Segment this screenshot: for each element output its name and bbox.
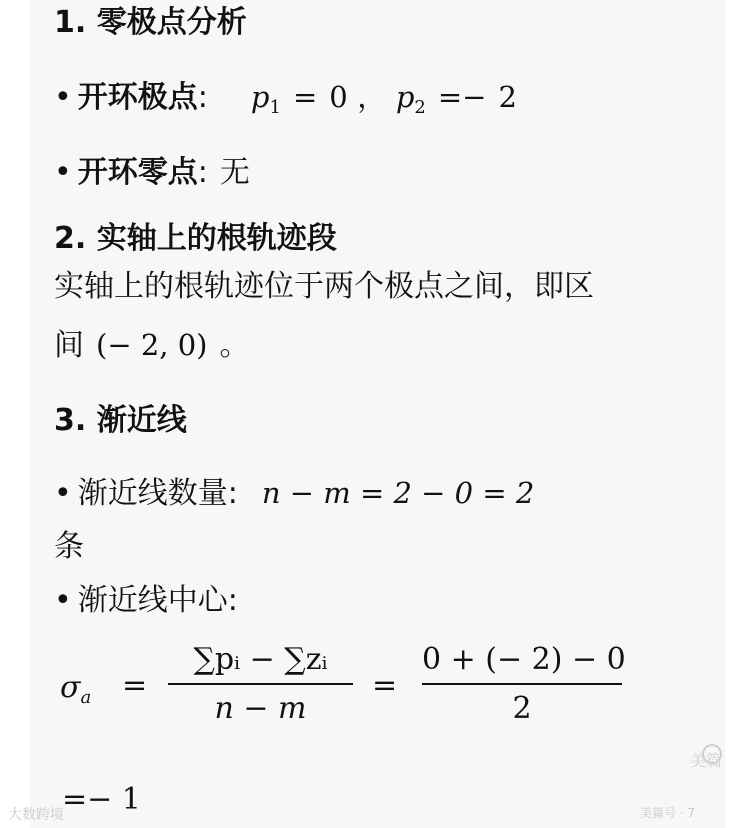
fraction-general xyxy=(168,640,353,729)
interval-suffix: 。 xyxy=(219,328,250,363)
pole-2-expression: $p_2 =- 2$ xyxy=(395,80,517,118)
watermark-bottom-right: 美篇号 · 7 xyxy=(640,806,696,820)
bullet-icon: • xyxy=(54,583,72,618)
interval-expression: (− 2, 0) xyxy=(96,328,208,362)
pole-separator: ， xyxy=(357,80,387,114)
asymptote-count-line xyxy=(54,476,534,511)
fraction-bar xyxy=(168,683,353,685)
asymptote-count-colon: : xyxy=(227,476,238,511)
fraction-substituted-numerator: 0 + (− 2) − 0 xyxy=(422,642,626,677)
section-1-heading: 1. 零极点分析 xyxy=(54,5,247,40)
interval-prefix: 间 xyxy=(54,328,84,363)
asymptote-count-expression: n − m = 2 − 0 = 2 xyxy=(261,476,535,510)
poles-label: 开环极点 xyxy=(77,80,198,115)
pole-1-expression: $p_1 = 0$ xyxy=(250,80,348,118)
bullet-icon: • xyxy=(54,80,72,115)
section-2-line-1: 实轴上的根轨迹位于两个极点之间，即区 xyxy=(54,269,594,304)
asymptote-center-label: 渐近线中心 xyxy=(77,583,228,618)
asymptote-count-unit: 条 xyxy=(54,529,84,564)
fraction-general-denominator: n − m xyxy=(214,691,307,726)
bullet-icon: • xyxy=(54,476,72,511)
zeros-value: 无 xyxy=(219,155,250,190)
fraction-substituted-denominator: 2 xyxy=(512,691,532,726)
fraction-bar xyxy=(422,683,622,685)
asymptote-center-formula xyxy=(60,640,660,730)
section-3-heading: 3. 渐近线 xyxy=(54,403,187,438)
equals-sign: = xyxy=(122,668,148,703)
section-2-heading: 2. 实轴上的根轨迹段 xyxy=(54,221,337,256)
section-2-line-2 xyxy=(54,328,249,363)
open-loop-zeros-line xyxy=(54,156,250,190)
open-loop-poles-line xyxy=(54,80,517,125)
watermark-bottom-left: 大数跨境 xyxy=(8,807,64,823)
asymptote-center-colon: : xyxy=(227,583,238,618)
zeros-colon: : xyxy=(197,155,208,190)
sigma-symbol: $\sigma_a$ xyxy=(60,670,92,708)
poles-colon: : xyxy=(197,80,208,115)
asymptote-center-line xyxy=(54,584,238,618)
zeros-label: 开环零点 xyxy=(77,155,198,190)
asymptote-center-result: =− 1 xyxy=(62,782,141,817)
fraction-general-numerator: ∑pᵢ − ∑zᵢ xyxy=(193,642,328,677)
watermark-brand: 美篇 xyxy=(690,751,723,770)
asymptote-count-label: 渐近线数量 xyxy=(77,476,228,511)
equals-sign: = xyxy=(372,668,398,703)
fraction-substituted xyxy=(422,640,626,729)
bullet-icon: • xyxy=(54,155,72,190)
